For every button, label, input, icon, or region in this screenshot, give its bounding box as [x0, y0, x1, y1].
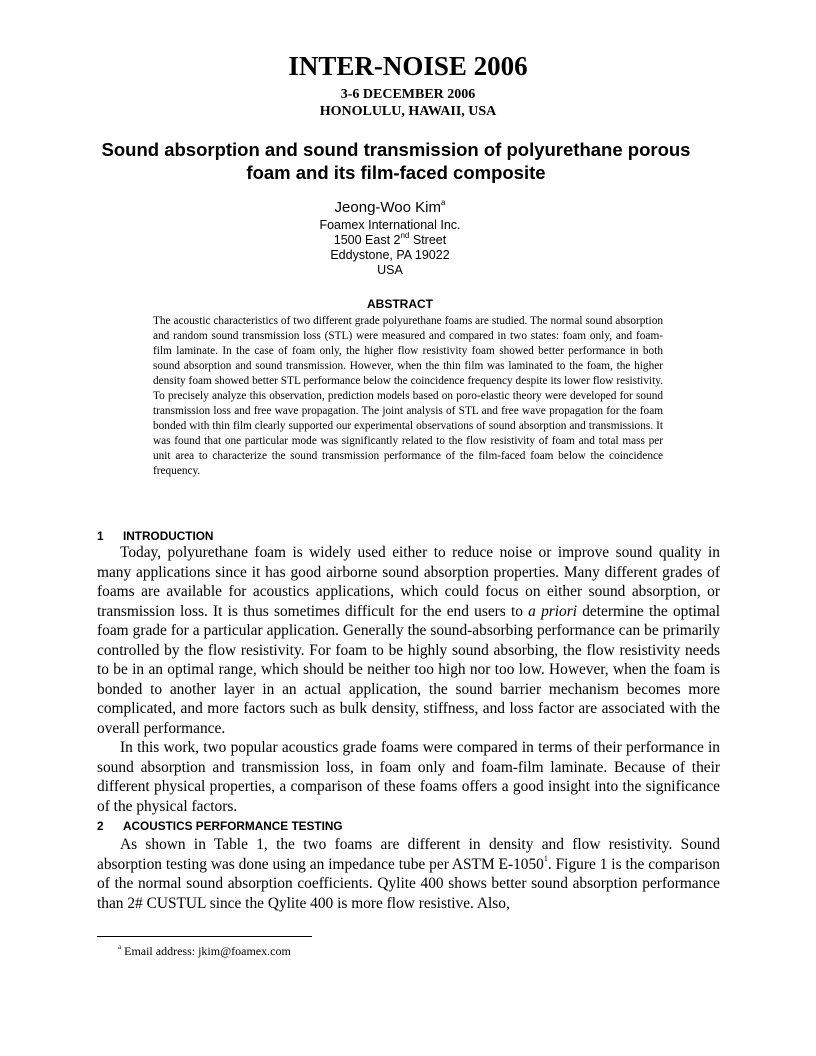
paragraph — [97, 543, 720, 738]
conference-location: HONOLULU, HAWAII, USA — [319, 104, 497, 119]
section-title: INTRODUCTION — [123, 529, 214, 543]
paper-title: Sound absorption and sound transmission of polyurethane porous foam and its film-faced composite — [101, 139, 691, 183]
text-span: Today, polyurethane foam is widely used either to reduce noise or improve sound quality in many applications since it has good airborne sound absorption properties. Many different grades of foams are available for acoustics applications, which could focus on either sound absorption, or transmission loss. It is thus sometimes difficult for the end users to — [97, 544, 720, 620]
author-city: Eddystone, PA 19022 — [330, 248, 450, 262]
introduction-body — [97, 543, 720, 816]
section-heading-acoustics-testing — [97, 819, 343, 833]
abstract-text: The acoustic characteristics of two different grade polyurethane foams are studied. The normal sound absorption and random sound transmission loss (STL) were measured and compared in two states: foam only, and foam-film laminate. In the case of foam only, the higher flow resistivity foam showed better performance in both sound absorption and sound transmission. However, when the thin film was laminated to the foam, the higher density foam showed better STL performance below the coincidence frequency despite its lower flow resistivity. To precisely analyze this observation, prediction models based on poro-elastic theory were developed for sound transmission loss and free wave propagation. The joint analysis of STL and free wave propagation for the foam bonded with thin film clearly supported our experimental observations of sound absorption and transmissions. It was found that one particular mode was significantly related to the flow resistivity of foam and total mass per unit area to characterize the sound transmission performance of the film-faced foam below the coincidence frequency. — [153, 315, 663, 477]
author-name — [0, 198, 780, 218]
author-street — [0, 230, 780, 248]
conference-date: 3-6 DECEMBER 2006 — [340, 87, 476, 102]
footnote-mark: a — [118, 943, 122, 951]
paragraph: In this work, two popular acoustics grade foams were compared in terms of their performance in sound absorption and transmission loss, in foam only and foam-film laminate. Because of their different physical properties, a comparison of these foams offers a good insight into the significance of the physical factors. — [97, 739, 720, 815]
text-span: As shown in Table 1, the two foams are different in density and flow resistivity. Sound absorption testing was done using an impedance tube per ASTM E-1050 — [97, 836, 720, 873]
section-title: ACOUSTICS PERFORMANCE TESTING — [123, 819, 343, 833]
footnote-divider — [97, 936, 312, 937]
footnote — [118, 944, 518, 959]
abstract-heading: ABSTRACT — [367, 297, 433, 311]
author-organization: Foamex International Inc. — [319, 218, 461, 232]
section-heading-introduction — [97, 529, 213, 543]
emphasis-text: a priori — [528, 602, 577, 620]
text-span: determine the optimal foam grade for a particular application. Generally the sound-absorbing performance can be primarily controlled by the flow resistivity. For foam to be highly sound absorbing, the flow resistivity needs to be in an optimal range, which should be neither too high nor too low. However, when the foam is bonded to another layer in an actual application, the sound barrier mechanism becomes more complicated, and more factors such as bulk density, stiffness, and loss factor are associated with the overall performance. — [97, 602, 720, 737]
author-name-text: Jeong-Woo Kim — [334, 199, 441, 216]
paragraph — [97, 835, 720, 913]
author-country: USA — [377, 263, 403, 277]
acoustics-testing-body — [97, 835, 720, 913]
reference-mark: 1 — [543, 854, 548, 864]
street-ordinal-suffix: nd — [400, 230, 410, 240]
conference-title: INTER-NOISE 2006 — [288, 51, 528, 81]
author-footnote-mark: a — [440, 198, 446, 207]
author-street-number: 1500 East 2 — [333, 233, 401, 247]
text-span: . Figure 1 is the comparison of the normal sound absorption coefficients. Qylite 400 shows better sound absorption performance than 2# CUSTUL since the Qylite 400 is more flow resistive. Also, — [97, 855, 720, 912]
footnote-text: Email address: jkim@foamex.com — [121, 944, 291, 958]
author-street-name: Street — [409, 233, 447, 247]
section-number: 1 — [97, 529, 104, 543]
section-number: 2 — [97, 819, 104, 833]
